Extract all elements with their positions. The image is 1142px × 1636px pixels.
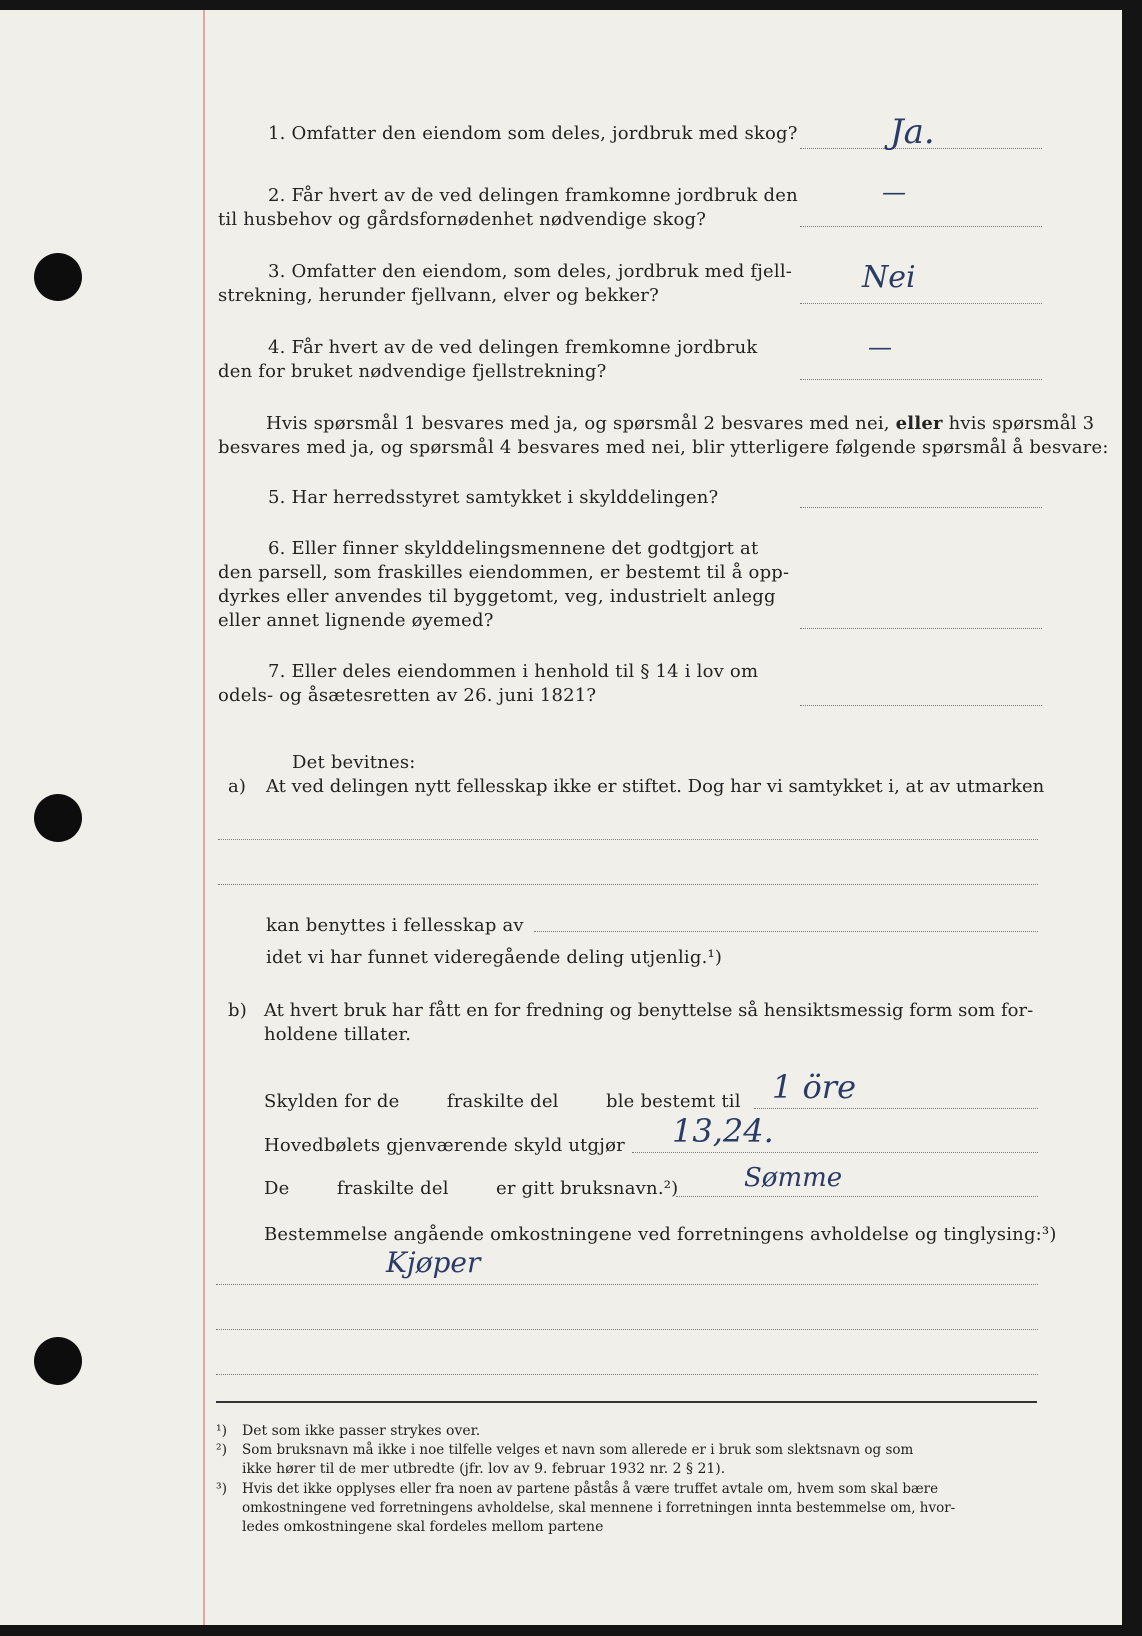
declaration-a-common: kan benyttes i fellesskap av	[266, 915, 524, 936]
condition-text-a: Hvis spørsmål 1 besvares med ja, og spørsmål 2 besvares med nei,	[266, 413, 890, 434]
omkostninger-line-1	[216, 1284, 1038, 1285]
document-page	[0, 10, 1122, 1625]
question-5-text: 5. Har herredsstyret samtykket i skylddelingen?	[268, 487, 719, 508]
question-3-answer: Nei	[862, 260, 916, 295]
footnote-1-line-1: Det som ikke passer strykes over.	[242, 1423, 481, 1439]
footnote-2-line-1: Som bruksnavn må ikke i noe tilfelle velges et navn som allerede er i bruk som slektsnavn og som	[242, 1442, 914, 1458]
footnote-separator	[216, 1401, 1037, 1403]
declaration-a-found: idet vi har funnet videregående deling utjenlig.¹)	[266, 947, 723, 968]
bruksnavn-line	[676, 1196, 1038, 1197]
omkostninger-line-2	[216, 1329, 1038, 1330]
condition-bold-word: eller	[895, 413, 943, 434]
bruksnavn-label: De fraskilte del er gitt bruksnavn.²)	[264, 1178, 679, 1199]
declaration-b-label: b)	[228, 1000, 247, 1021]
footnote-3-line-1: Hvis det ikke opplyses eller fra noen av partene påstås å være truffet avtale om, hvem som skal bære	[242, 1481, 939, 1497]
skyld-line	[754, 1108, 1038, 1109]
footnote-3-line-3: ledes omkostningene skal fordeles mellom partene	[242, 1519, 604, 1535]
hovedbol-label: Hovedbølets gjenværende skyld utgjør	[264, 1135, 625, 1156]
hovedbol-value: 13,24.	[672, 1112, 774, 1150]
question-7-line-2: odels- og åsætesretten av 26. juni 1821?	[218, 685, 597, 706]
declaration-a-blank-1	[218, 839, 1038, 840]
declaration-b-line-1: At hvert bruk har fått en for fredning og benyttelse så hensiktsmessig form som for-	[264, 1000, 1034, 1021]
declaration-a-label: a)	[228, 776, 247, 797]
omkostninger-label: Bestemmelse angående omkostningene ved forretningens avholdelse og tinglysing:³)	[264, 1224, 1057, 1245]
declaration-a-text: At ved delingen nytt fellesskap ikke er stiftet. Dog har vi samtykket i, at av utmarken	[266, 776, 1045, 797]
omkostninger-value: Kjøper	[386, 1246, 481, 1279]
question-4-line-2: den for bruket nødvendige fjellstrekning?	[218, 361, 607, 382]
question-1-text: 1. Omfatter den eiendom som deles, jordbruk med skog?	[268, 123, 798, 144]
question-2-line-1: 2. Får hvert av de ved delingen framkomne jordbruk den	[268, 185, 798, 206]
declaration-a-blank-2	[218, 884, 1038, 885]
question-6-line-3: dyrkes eller anvendes til byggetomt, veg, industrielt anlegg	[218, 586, 776, 607]
question-4-answer-line	[800, 379, 1042, 380]
question-6-answer-line	[800, 628, 1042, 629]
punch-hole-bottom	[34, 1337, 82, 1385]
question-3-answer-line	[800, 303, 1042, 304]
condition-line-1	[266, 413, 1094, 434]
question-7-answer-line	[800, 705, 1042, 706]
question-2-answer: —	[882, 178, 906, 206]
condition-line-2: besvares med ja, og spørsmål 4 besvares med nei, blir ytterligere følgende spørsmål å besvare:	[218, 437, 1109, 458]
punch-hole-middle	[34, 794, 82, 842]
question-7-line-1: 7. Eller deles eiendommen i henhold til § 14 i lov om	[268, 661, 759, 682]
footnote-2-line-2: ikke hører til de mer utbredte (jfr. lov av 9. februar 1932 nr. 2 § 21).	[242, 1461, 726, 1477]
skyld-label: Skylden for de fraskilte del ble bestemt til	[264, 1091, 741, 1112]
question-6-line-4: eller annet lignende øyemed?	[218, 610, 494, 631]
question-2-line-2: til husbehov og gårdsfornødenhet nødvendige skog?	[218, 209, 707, 230]
question-6-line-1: 6. Eller finner skylddelingsmennene det godtgjort at	[268, 538, 759, 559]
question-1-answer: Ja.	[890, 112, 935, 152]
bruksnavn-value: Sømme	[744, 1163, 843, 1193]
question-5-answer-line	[800, 507, 1042, 508]
question-6-line-2: den parsell, som fraskilles eiendommen, er bestemt til å opp-	[218, 562, 790, 583]
declaration-heading: Det bevitnes:	[292, 752, 416, 773]
question-3-line-1: 3. Omfatter den eiendom, som deles, jordbruk med fjell-	[268, 261, 793, 282]
question-3-line-2: strekning, herunder fjellvann, elver og bekker?	[218, 285, 659, 306]
question-4-line-1: 4. Får hvert av de ved delingen fremkomne jordbruk	[268, 337, 758, 358]
margin-rule	[203, 10, 205, 1625]
footnote-3-line-2: omkostningene ved forretningens avholdelse, skal mennene i forretningen innta bestemmelse om, hvor-	[242, 1500, 956, 1516]
question-2-answer-line	[800, 226, 1042, 227]
hovedbol-line	[632, 1152, 1038, 1153]
punch-hole-top	[34, 253, 82, 301]
declaration-b-line-2: holdene tillater.	[264, 1024, 412, 1045]
condition-text-b: hvis spørsmål 3	[948, 413, 1095, 434]
footnote-3-mark: ³)	[216, 1481, 228, 1497]
footnote-1-mark: ¹)	[216, 1423, 228, 1439]
footnote-2-mark: ²)	[216, 1442, 228, 1458]
declaration-a-common-line	[534, 931, 1038, 932]
question-4-answer: —	[868, 333, 892, 361]
omkostninger-line-3	[216, 1374, 1038, 1375]
skyld-value: 1 öre	[772, 1068, 857, 1106]
